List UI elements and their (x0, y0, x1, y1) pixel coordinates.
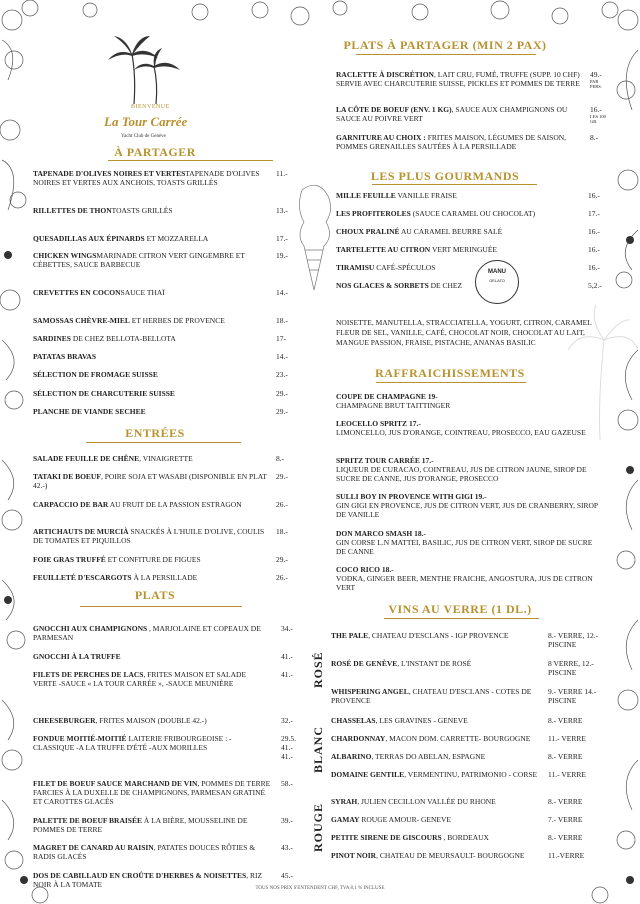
menu-item-description: CHAMPAGNE BRUT TAITTINGER (336, 401, 451, 410)
menu-item-price: 29.5. 41.- 41.- (281, 734, 296, 761)
divider (384, 618, 539, 619)
menu-item (33, 316, 271, 325)
menu-item-description: , TERRAS DO ABELAN, ESPAGNE (371, 752, 486, 761)
menu-item (336, 133, 586, 151)
menu-item-description: FRITES MAISON, LÉGUMES DE SAISON, POMMES GRENAILLES SAUTÉES À LA PERSILLADE (336, 133, 567, 151)
menu-item (33, 527, 271, 545)
wine-label-rouge: ROUGE (311, 802, 325, 852)
menu-item-price: 29.- (276, 472, 288, 481)
menu-item-name: LA CÔTE DE BOEUF (ENV. 1 KG) (336, 105, 452, 114)
menu-item-description: GIN GIGI EN PROVENCE, JUS DE CITRON VERT, JUS DE CRANBERRY, SIROP DE VANILLE (336, 501, 598, 519)
menu-item-price: 29.- (276, 555, 288, 564)
manu-logo-text: MANU (488, 269, 506, 275)
menu-item-description: VERT MERINGUÉE (430, 245, 497, 254)
menu-item-price: 41.- (281, 670, 293, 679)
menu-item (33, 555, 271, 564)
divider (376, 382, 526, 383)
menu-item (331, 716, 541, 725)
menu-item (33, 206, 271, 215)
menu-item-name: CHARDONNAY (331, 734, 386, 743)
menu-item-description: (SAUCE CARAMEL OU CHOCOLAT) (410, 209, 536, 218)
menu-item (33, 334, 271, 343)
menu-item-name: QUESADILLAS AUX ÉPINARDS (33, 234, 145, 243)
menu-item-price: 26.- (276, 573, 288, 582)
menu-item-price: 34.- (281, 624, 293, 633)
menu-item-price: 32.- (281, 716, 293, 725)
menu-item-price: 26.- (276, 500, 288, 509)
menu-item-name: FONDUE MOITIÉ-MOITIÉ (33, 734, 127, 743)
menu-item (336, 105, 586, 123)
menu-item (336, 227, 586, 236)
menu-item-name: COCO RICO 18.- (336, 565, 394, 574)
menu-item-price: 39.- (281, 816, 293, 825)
menu-item-name: FILET DE BOEUF SAUCE MARCHAND DE VIN (33, 779, 198, 788)
menu-item-price: 17.- (588, 209, 600, 218)
menu-item-description: SAUCE THAÏ (120, 288, 165, 297)
menu-item-description: VODKA, GINGER BEER, MENTHE FRAICHE, ANGOSTURA, JUS DE CITRON VERT (336, 574, 593, 592)
menu-item-name: FILETS DE PERCHES DE LACS (33, 670, 144, 679)
menu-item-name: DOMAINE GENTILE (331, 770, 405, 779)
menu-item (331, 851, 541, 860)
menu-item-name: SPRITZ TOUR CARRÉE 17.- (336, 456, 434, 465)
section-title-plats: PLATS (134, 588, 176, 602)
menu-item-name: ALBARINO (331, 752, 372, 761)
menu-item-description: GIN CORSE L.N MATTEI, BASILIC, JUS DE CITRON VERT, SIROP DE SUCRE DE CANNE (336, 538, 593, 556)
menu-item-description: AU FRUIT DE LA PASSION ESTRAGON (108, 500, 242, 509)
menu-item (331, 734, 541, 743)
menu-item-description: LAITERIE FRIBOURGEOISE : -CLASSIQUE -A LA TRUFFE D'ÉTÉ -AUX MORILLES (33, 734, 232, 752)
menu-item-description: , FRITES MAISON ET SALADE VERTE -SAUCE « LA TOUR CARRÉE », -SAUCE MEUNIÈRE (33, 670, 247, 688)
menu-item (336, 281, 586, 290)
menu-item-price: 11.- VERRE (548, 734, 586, 743)
menu-item (336, 263, 586, 272)
menu-item-description: , VERMENTINU, PATRIMONIO - CORSE (404, 770, 538, 779)
menu-item-price: 5,2.- (588, 281, 602, 290)
menu-item-price: 8 VERRE, 12.- PISCINE (548, 659, 594, 677)
menu-item (336, 529, 598, 556)
menu-item (336, 209, 586, 218)
menu-item-name: GNOCCHI À LA TRUFFE (33, 652, 121, 661)
section-title-vins: VINS AU VERRE (1 DL.) (388, 602, 532, 616)
menu-item-price: 7.- VERRE (548, 815, 583, 824)
menu-item-price: 8.- VERRE, 12.- PISCINE (548, 631, 599, 649)
menu-item-name: CARPACCIO DE BAR (33, 500, 109, 509)
menu-item-description: VANILLE FRAISE (395, 191, 457, 200)
menu-item (33, 472, 271, 490)
menu-item-price: 41.- (281, 652, 293, 661)
menu-item-price: 17.- (276, 234, 288, 243)
menu-item-name: GARNITURE AU CHOIX : (336, 133, 426, 142)
menu-item-price: 16.- (588, 227, 600, 236)
menu-item (33, 500, 271, 509)
divider (80, 606, 242, 607)
menu-item-description: , POIRE SOJA ET WASABI (DISPONIBLE EN PLAT 42.-) (33, 472, 267, 490)
footer-note: TOUS NOS PRIX S'ENTENDENT CHF, TVA 8,1 % INCLUSE (255, 886, 385, 891)
menu-item (331, 815, 541, 824)
menu-item-description: ET CONFITURE DE FIGUES (105, 555, 201, 564)
menu-item-description: , VINAIGRETTE (139, 454, 193, 463)
menu-item-description: , RIZ NOIR À LA TOMATE (33, 871, 263, 889)
menu-item-price: 13.- (276, 206, 288, 215)
menu-item-price: 11.-VERRE (548, 851, 585, 860)
menu-item (33, 652, 271, 661)
menu-item-name: SYRAH (331, 797, 358, 806)
menu-item-name: SARDINES (33, 334, 71, 343)
menu-item-description: , FRITES MAISON (DOUBLE 42.-) (95, 716, 207, 725)
menu-item-price: 43.- (281, 843, 293, 852)
menu-item-description: , JULIEN CECILLON VALLÉE DU RHONE (357, 797, 496, 806)
menu-item-price: 16.- (588, 263, 600, 272)
menu-item-description: À LA BIÈRE, MOUSSELINE DE POMMES DE TERRE (33, 816, 248, 834)
menu-item-price-note: PAR PERS. (590, 79, 602, 89)
menu-item-description: DE CHEZ (428, 281, 463, 290)
menu-item (331, 659, 541, 668)
menu-item-description: , POMMES DE TERRE FARCIES À LA DUXELLE DE CHAMPIGNONS, PARMESAN GRATINÉ ET CAROTTES GLACÉS (33, 779, 271, 806)
menu-item-name: CHEESEBURGER (33, 716, 96, 725)
menu-item-price: 18.- (276, 527, 288, 536)
menu-item (331, 770, 541, 779)
menu-item-description: ET MOZZARELLA (144, 234, 209, 243)
menu-item-description: ET HERBES DE PROVENCE (129, 316, 225, 325)
menu-item-name: SAMOSSAS CHÈVRE-MIEL (33, 316, 130, 325)
menu-item-price: 8.- (276, 454, 285, 463)
menu-item-name: WHISPERING ANGEL (331, 687, 409, 696)
menu-item-name: THE PALE (331, 631, 369, 640)
menu-item-name: CHICKEN WINGS (33, 251, 97, 260)
menu-item-name: CREVETTES EN COCON (33, 288, 121, 297)
menu-item (336, 191, 586, 200)
menu-item-name: PETITE SIRENE DE GISCOURS (331, 833, 442, 842)
section-title-rafraichissements: RAFFRAICHISSEMENTS (375, 366, 525, 380)
menu-item-name: ROSÉ DE GENÈVE (331, 659, 398, 668)
menu-item-description: , CHATEAU D'ESCLANS - IGP PROVENCE (368, 631, 509, 640)
menu-item (331, 833, 541, 842)
menu-item-description: , MARJOLAINE ET COPEAUX DE PARMESAN (33, 624, 261, 642)
menu-item-name: LEOCELLO SPRITZ 17.- (336, 419, 421, 428)
menu-item-name: SÉLECTION DE FROMAGE SUISSE (33, 370, 158, 379)
menu-item (33, 734, 271, 752)
menu-item-price: 8.- (590, 133, 599, 142)
menu-item-description: TOASTS GRILLÉS (111, 206, 173, 215)
menu-item-description: , MACON DOM. CARRETTE- BOURGOGNE (385, 734, 531, 743)
menu-item-name: FEUILLETÉ D'ESCARGOTS (33, 573, 132, 582)
menu-item-price: 58.- (281, 779, 293, 788)
menu-item-price: 29.- (276, 389, 288, 398)
section-title-a-partager: À PARTAGER (114, 145, 196, 159)
menu-item (33, 716, 271, 725)
menu-item-name: CHASSELAS (331, 716, 376, 725)
menu-item-description: LIMONCELLO, JUS D'ORANGE, COINTREAU, PROSECCO, EAU GAZEUSE (336, 428, 586, 437)
menu-item (33, 816, 271, 834)
menu-item-price: 16.- (590, 105, 602, 114)
menu-item-name: TARTELETTE AU CITRON (336, 245, 431, 254)
menu-item-description: SNACKÉS À L'HUILE D'OLIVE, COULIS DE TOMATES ET PIQUILLOS (33, 527, 265, 545)
menu-item-price: 8.- VERRE (548, 716, 583, 725)
menu-item-description: , CHATEAU D'ESCLANS - COTES DE PROVENCE (331, 687, 532, 705)
menu-item-description: MARINADE CITRON VERT GINGEMBRE ET CÉBETTES, SAUCE BARBECUE (33, 251, 245, 269)
menu-item-price: 8.- VERRE (548, 833, 583, 842)
menu-item (33, 370, 271, 379)
menu-item (33, 169, 271, 187)
menu-item-description: , CHATEAU DE MEURSAULT- BOURGOGNE (376, 851, 525, 860)
menu-item (33, 288, 271, 297)
divider (108, 160, 273, 161)
menu-item-description: , LES GRAVINES - GENEVE (375, 716, 468, 725)
menu-item-name: PLANCHE DE VIANDE SECHEE (33, 407, 146, 416)
divider (372, 184, 537, 185)
menu-item (33, 454, 271, 463)
menu-item (33, 624, 271, 642)
menu-item-name: MAGRET DE CANARD AU RAISIN (33, 843, 154, 852)
menu-item-name: TIRAMISU (336, 263, 375, 272)
menu-item (33, 670, 271, 688)
divider (86, 442, 241, 443)
menu-item-description: , LAIT CRU, FUMÉ, TRUFFE (SUPP. 10 CHF) SERVIE AVEC CHARCUTERIE SUISSE, PICKLES ET POMMES DE TERRE (336, 70, 580, 88)
menu-item-name: DOS DE CABILLAUD EN CROÛTE D'HERBES & NOISETTES (33, 871, 247, 880)
glaces-flavours: NOISETTE, MANUTELLA, STRACCIATELLA, YOGURT, CITRON, CARAMEL FLEUR DE SEL, VANILLE, CAFÉ, CHOCOLAT NOIR, CHOCOLAT AU LAIT, MANGUE PASSION, FRAISE, PISTACHE, ANANAS BASILIC (336, 318, 592, 347)
section-title-plats-partager: PLATS À PARTAGER (MIN 2 PAX) (343, 38, 547, 52)
menu-item-price: 8.- VERRE (548, 752, 583, 761)
menu-item-name: GNOCCHI AUX CHAMPIGNONS (33, 624, 148, 633)
menu-item (33, 779, 271, 806)
menu-item (33, 251, 271, 269)
brand-subtitle: Yacht Club de Genève (121, 134, 166, 139)
menu-item (331, 797, 541, 806)
wine-label-blanc: BLANC (311, 725, 325, 773)
menu-item-price: 45.- (281, 871, 293, 880)
menu-item-name: SALADE FEUILLE DE CHÊNE (33, 454, 140, 463)
menu-item-name: COUPE DE CHAMPAGNE 19- (336, 392, 438, 401)
menu-item-price: 16.- (588, 191, 600, 200)
menu-item (33, 234, 271, 243)
wine-label-rose: ROSÉ (311, 651, 325, 688)
menu-item-price-note: LES 100 GR. (590, 114, 606, 124)
menu-item-name: PATATAS BRAVAS (33, 352, 97, 361)
menu-item-description: DE CHEZ BELLOTA-BELLOTA (70, 334, 176, 343)
menu-item-price: 11.- (276, 169, 288, 178)
menu-item (336, 245, 586, 254)
menu-item-name: TAPENADE D'OLIVES NOIRES ET VERTES (33, 169, 186, 178)
section-title-entrees: ENTRÉES (125, 426, 185, 440)
menu-item (336, 70, 586, 88)
menu-item-name: SULLI BOY IN PROVENCE WITH GIGI 19.- (336, 492, 487, 501)
menu-item-description: À LA PERSILLADE (131, 573, 198, 582)
menu-item-name: PALETTE DE BOEUF BRAISÉE (33, 816, 142, 825)
menu-item (33, 407, 271, 416)
menu-item-description: AU CARAMEL BEURRE SALÉ (399, 227, 503, 236)
menu-item-description: , SAUCE AUX CHAMPIGNONS OU SAUCE AU POIVRE VERT (336, 105, 568, 123)
menu-item-name: CHOUX PRALINÉ (336, 227, 400, 236)
menu-item-name: SÉLECTION DE CHARCUTERIE SUISSE (33, 389, 175, 398)
menu-item-description: TAPENADE D'OLIVES NOIRES ET VERTES AUX ANCHOIS, TOASTS GRILLÉS (33, 169, 260, 187)
menu-item-description: CAFÉ-SPÉCULOS (374, 263, 436, 272)
menu-item (336, 392, 598, 410)
menu-item-price: 18.- (276, 316, 288, 325)
menu-item-price: 17- (276, 334, 286, 343)
menu-item-price: 23.- (276, 370, 288, 379)
brand-name: La Tour Carrée (104, 114, 188, 129)
menu-item-description: , L'INSTANT DE ROSÉ (397, 659, 472, 668)
menu-item-name: MILLE FEUILLE (336, 191, 396, 200)
menu-item-name: GAMAY (331, 815, 360, 824)
menu-item-name: RILLETTES DE THON (33, 206, 112, 215)
menu-item-description: , BORDEAUX (441, 833, 489, 842)
menu-item-name: NOS GLACES & SORBETS (336, 281, 429, 290)
menu-item (336, 456, 598, 483)
menu-item-name: PINOT NOIR (331, 851, 377, 860)
manu-logo-sub: GELATO (489, 278, 505, 283)
menu-item (331, 687, 541, 705)
menu-item-price: 29.- (276, 407, 288, 416)
menu-item-price: 9.- VERRE 14.- PISCINE (548, 687, 597, 705)
menu-item (331, 752, 541, 761)
menu-item-price: 8.- VERRE (548, 797, 583, 806)
divider (356, 54, 536, 55)
menu-item-price: 14.- (276, 352, 288, 361)
menu-item-price: 11.- VERRE (548, 770, 586, 779)
menu-item-description: LIQUEUR DE CURACAO, COINTREAU, JUS DE CITRON JAUNE, SIROP DE SUCRE DE CANNE, JUS D'ORANGE, PROSECCO (336, 465, 587, 483)
menu-item (33, 843, 271, 861)
menu-item-name: ARTICHAUTS DE MURCIÀ (33, 527, 129, 536)
menu-item-name: TATAKI DE BOEUF (33, 472, 101, 481)
menu-item-name: FOIE GRAS TRUFFÉ (33, 555, 106, 564)
section-title-gourmands: LES PLUS GOURMANDS (370, 169, 520, 183)
menu-item-description: ROUGE AMOUR- GENEVE (359, 815, 451, 824)
menu-item-price: 19.- (276, 251, 288, 260)
brand-welcome: BIENVENUE (131, 104, 170, 110)
menu-item (336, 565, 598, 592)
menu-item (33, 573, 271, 582)
menu-item (33, 389, 271, 398)
menu-item (336, 492, 598, 519)
menu-item-description: , PATATES DOUCES RÔTIES & RADIS GLACÉS (33, 843, 256, 861)
menu-item-name: DON MARCO SMASH 18.- (336, 529, 426, 538)
menu-item (331, 631, 541, 640)
menu-item-price: 14.- (276, 288, 288, 297)
menu-item (336, 419, 598, 437)
menu-item-name: RACLETTE À DISCRÉTION (336, 70, 434, 79)
menu-item-name: LES PROFITEROLES (336, 209, 411, 218)
menu-item-price: 16.- (588, 245, 600, 254)
menu-item-price: 49.- (590, 70, 602, 79)
menu-item (33, 352, 271, 361)
